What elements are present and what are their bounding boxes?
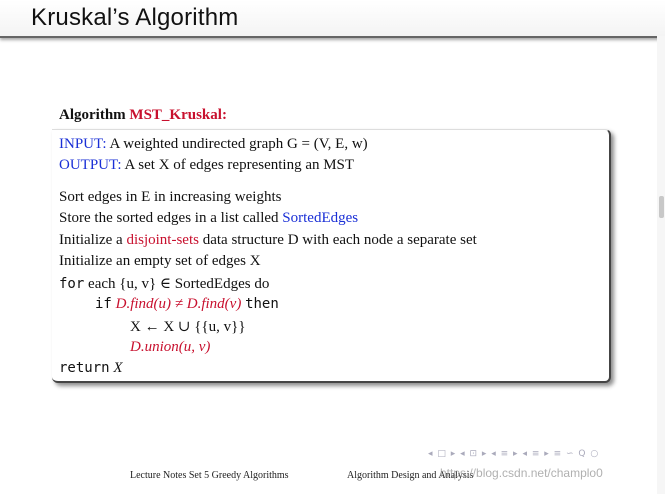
disjoint-sets-term: disjoint-sets (126, 232, 199, 248)
step-store-text: Store the sorted edges in a list called (59, 210, 279, 226)
scrollbar-thumb[interactable] (659, 196, 664, 218)
algorithm-heading (59, 107, 227, 124)
step-sort: Sort edges in E in increasing weights (59, 189, 282, 205)
footer-right: Algorithm Design and Analysis (347, 470, 474, 481)
step-return (59, 360, 123, 377)
step-init-empty: Initialize an empty set of edges X (59, 253, 261, 269)
step-init-prefix: Initialize a (59, 232, 123, 248)
slide-title: Kruskal’s Algorithm (31, 4, 239, 31)
algorithm-heading-prefix: Algorithm (59, 107, 126, 123)
algorithm-name: MST_Kruskal: (129, 107, 227, 123)
beamer-navigation-icons[interactable]: ◂ □ ▸ ◂ ⊡ ▸ ◂ ≡ ▸ ◂ ≡ ▸ ≡ ∽ Q ○ (428, 449, 600, 459)
step-for (59, 274, 269, 293)
sorted-edges-name: SortedEdges (282, 210, 359, 226)
if-keyword: if (95, 296, 112, 312)
step-store (59, 210, 358, 227)
step-if (95, 296, 279, 313)
step-assign: X ← X ∪ {{u, v}} (130, 319, 246, 335)
return-keyword: return (59, 360, 110, 376)
slide-header (0, 0, 665, 38)
vertical-scrollbar[interactable] (657, 36, 665, 494)
if-condition: D.find(u) ≠ D.find(v) (115, 296, 242, 312)
for-keyword: for (59, 276, 85, 292)
output-label: OUTPUT: (59, 157, 122, 173)
for-text: each {u, v} ∈ SortedEdges do (88, 276, 270, 292)
return-var: X (113, 360, 123, 376)
input-text: A weighted undirected graph G = (V, E, w) (109, 136, 368, 152)
step-init-dsu (59, 232, 477, 249)
input-label: INPUT: (59, 136, 107, 152)
step-union: D.union(u, v) (130, 339, 211, 355)
footer-left: Lecture Notes Set 5 Greedy Algorithms (130, 470, 289, 481)
output-line (59, 157, 354, 174)
step-init-suffix: data structure D with each node a separate set (202, 232, 477, 248)
output-text: A set X of edges representing an MST (124, 157, 355, 173)
then-keyword: then (245, 296, 279, 312)
input-line (59, 136, 368, 153)
watermark-text: https://blog.csdn.net/champlo0 (440, 466, 603, 480)
